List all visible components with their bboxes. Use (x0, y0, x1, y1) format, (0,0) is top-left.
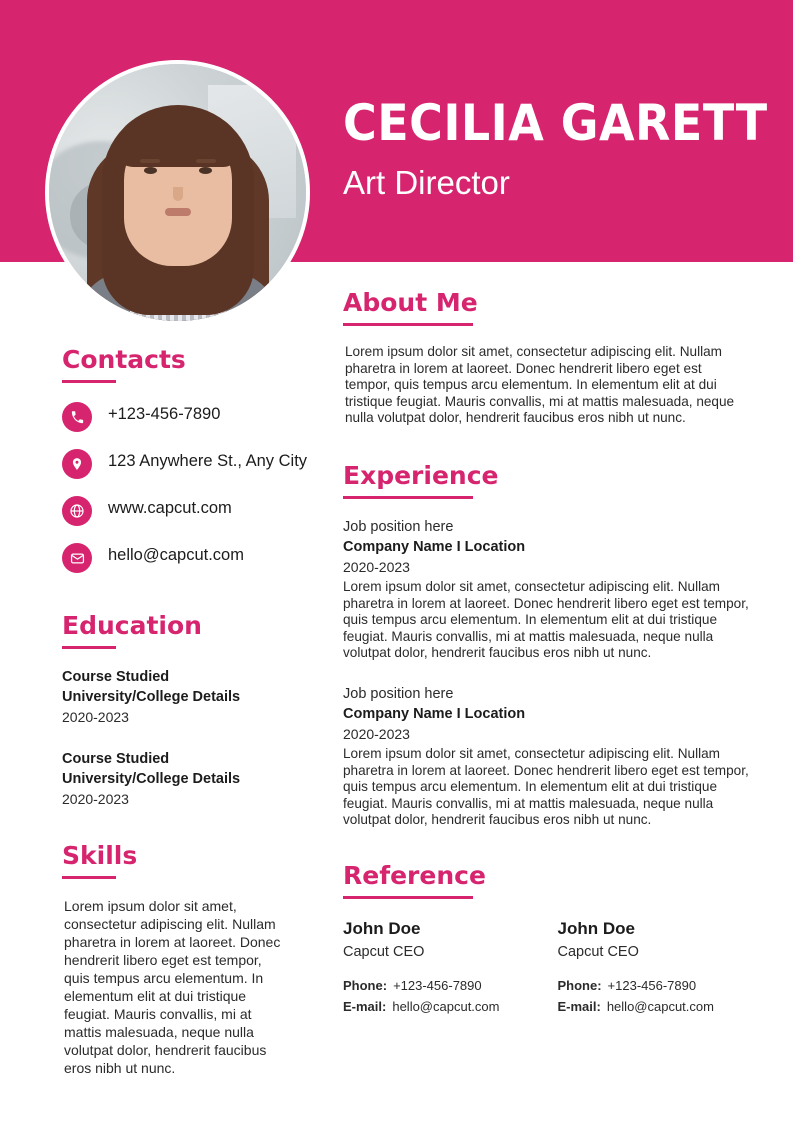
contacts-heading-rule (62, 380, 116, 383)
portrait-eye-right (199, 167, 212, 174)
experience-section (343, 461, 753, 829)
experience-position: Job position here (343, 518, 454, 535)
education-course: Course Studied (62, 669, 170, 685)
experience-years: 2020-2023 (343, 558, 410, 575)
reference-role: Capcut CEO (343, 943, 425, 960)
education-school: University/College Details (62, 771, 241, 787)
reference-phone-label: Phone: (343, 977, 388, 993)
job-title: Art Director (343, 164, 510, 201)
skills-heading-rule (62, 876, 116, 879)
reference-email-label: E-mail: (557, 998, 601, 1014)
education-years: 2020-2023 (62, 709, 129, 725)
contact-item-address[interactable] (62, 448, 320, 479)
contact-item-website[interactable] (62, 495, 320, 526)
education-section (62, 611, 320, 809)
contact-value-phone: +123-456-7890 (108, 405, 221, 423)
left-column (0, 345, 320, 1077)
skills-body: Lorem ipsum dolor sit amet, consectetur adipiscing elit. Nullam pharetra in lorem at laoreet. Donec hendrerit libero eget est tempor, quis tempus arcu elementum. In elementum elit at dui tristique feugiat. Mauris convallis, mi at mattis malesuada, neque nulla volutpat dolor, hendrerit faucibus eros nibh ut nunc. (64, 898, 281, 1076)
reference-phone-row (557, 975, 713, 996)
contact-value-email: hello@capcut.com (108, 546, 244, 564)
experience-years: 2020-2023 (343, 725, 410, 742)
avatar (45, 60, 310, 325)
education-years: 2020-2023 (62, 791, 129, 807)
page-title: CECILIA GARETT (343, 94, 768, 152)
name-block (343, 94, 768, 202)
experience-company: Company Name I Location (343, 538, 526, 555)
contacts-list (62, 401, 320, 573)
experience-description: Lorem ipsum dolor sit amet, consectetur adipiscing elit. Nullam pharetra in lorem at laoreet. Donec hendrerit libero eget est tempor, quis tempus arcu elementum. In elementum elit at dui tristique feugiat. Mauris convallis, mi at mattis malesuada, neque nulla volutpat dolor, hendrerit faucibus eros nibh ut nunc. (343, 578, 749, 661)
experience-heading-rule (343, 496, 473, 499)
reference-email-value: hello@capcut.com (606, 998, 714, 1014)
contacts-heading: Contacts (62, 345, 186, 374)
education-item (62, 749, 320, 809)
portrait-nose (173, 187, 183, 201)
reference-email-label: E-mail: (343, 998, 387, 1014)
reference-item (343, 917, 499, 1017)
about-body: Lorem ipsum dolor sit amet, consectetur adipiscing elit. Nullam pharetra in lorem at laoreet. Donec hendrerit libero eget est tempor, quis tempus arcu elementum. In elementum elit at dui tristique feugiat. Mauris convallis, mi at mattis malesuada, neque nulla volutpat dolor, hendrerit faucibus eros nibh ut nunc. (345, 344, 735, 426)
contacts-section (62, 345, 320, 573)
about-heading: About Me (343, 288, 478, 317)
contact-item-phone[interactable] (62, 401, 320, 432)
portrait-fringe (116, 115, 240, 167)
reference-email-value: hello@capcut.com (392, 998, 500, 1014)
education-heading-rule (62, 646, 116, 649)
portrait-brow-right (196, 159, 216, 163)
skills-heading: Skills (62, 841, 138, 870)
reference-heading-rule (343, 896, 473, 899)
reference-heading: Reference (343, 860, 486, 890)
experience-item (343, 517, 753, 662)
experience-company: Company Name I Location (343, 705, 526, 722)
contact-value-address: 123 Anywhere St., Any City (108, 452, 308, 470)
experience-item (343, 684, 753, 829)
experience-position: Job position here (343, 685, 454, 702)
reference-phone-value: +123-456-7890 (607, 977, 697, 993)
reference-phone-value: +123-456-7890 (393, 977, 482, 993)
globe-icon (62, 496, 92, 526)
skills-section (62, 841, 320, 1077)
education-item (62, 667, 320, 727)
reference-role: Capcut CEO (557, 943, 639, 960)
portrait-brow-left (140, 159, 160, 163)
experience-description: Lorem ipsum dolor sit amet, consectetur adipiscing elit. Nullam pharetra in lorem at laoreet. Donec hendrerit libero eget est tempor, quis tempus arcu elementum. In elementum elit at dui tristique feugiat. Mauris convallis, mi at mattis malesuada, neque nulla volutpat dolor, hendrerit faucibus eros nibh ut nunc. (343, 745, 749, 828)
education-course: Course Studied (62, 751, 170, 767)
reference-email-row (343, 996, 499, 1017)
reference-phone-row (343, 975, 499, 996)
education-heading: Education (62, 611, 202, 640)
education-school: University/College Details (62, 689, 241, 705)
phone-icon (62, 402, 92, 432)
reference-email-row (557, 996, 713, 1017)
reference-section (343, 861, 753, 1017)
reference-item (557, 917, 713, 1017)
reference-list (343, 917, 753, 1017)
reference-name: John Doe (343, 918, 421, 938)
contact-value-website: www.capcut.com (108, 499, 232, 517)
experience-heading: Experience (343, 460, 499, 490)
envelope-icon (62, 543, 92, 573)
about-section (343, 288, 753, 427)
portrait-mouth (165, 208, 191, 216)
location-pin-icon (62, 449, 92, 479)
right-column (343, 288, 753, 1017)
portrait-eye-left (144, 167, 157, 174)
reference-phone-label: Phone: (557, 977, 602, 993)
reference-name: John Doe (557, 918, 635, 938)
contact-item-email[interactable] (62, 542, 320, 573)
about-heading-rule (343, 323, 473, 326)
